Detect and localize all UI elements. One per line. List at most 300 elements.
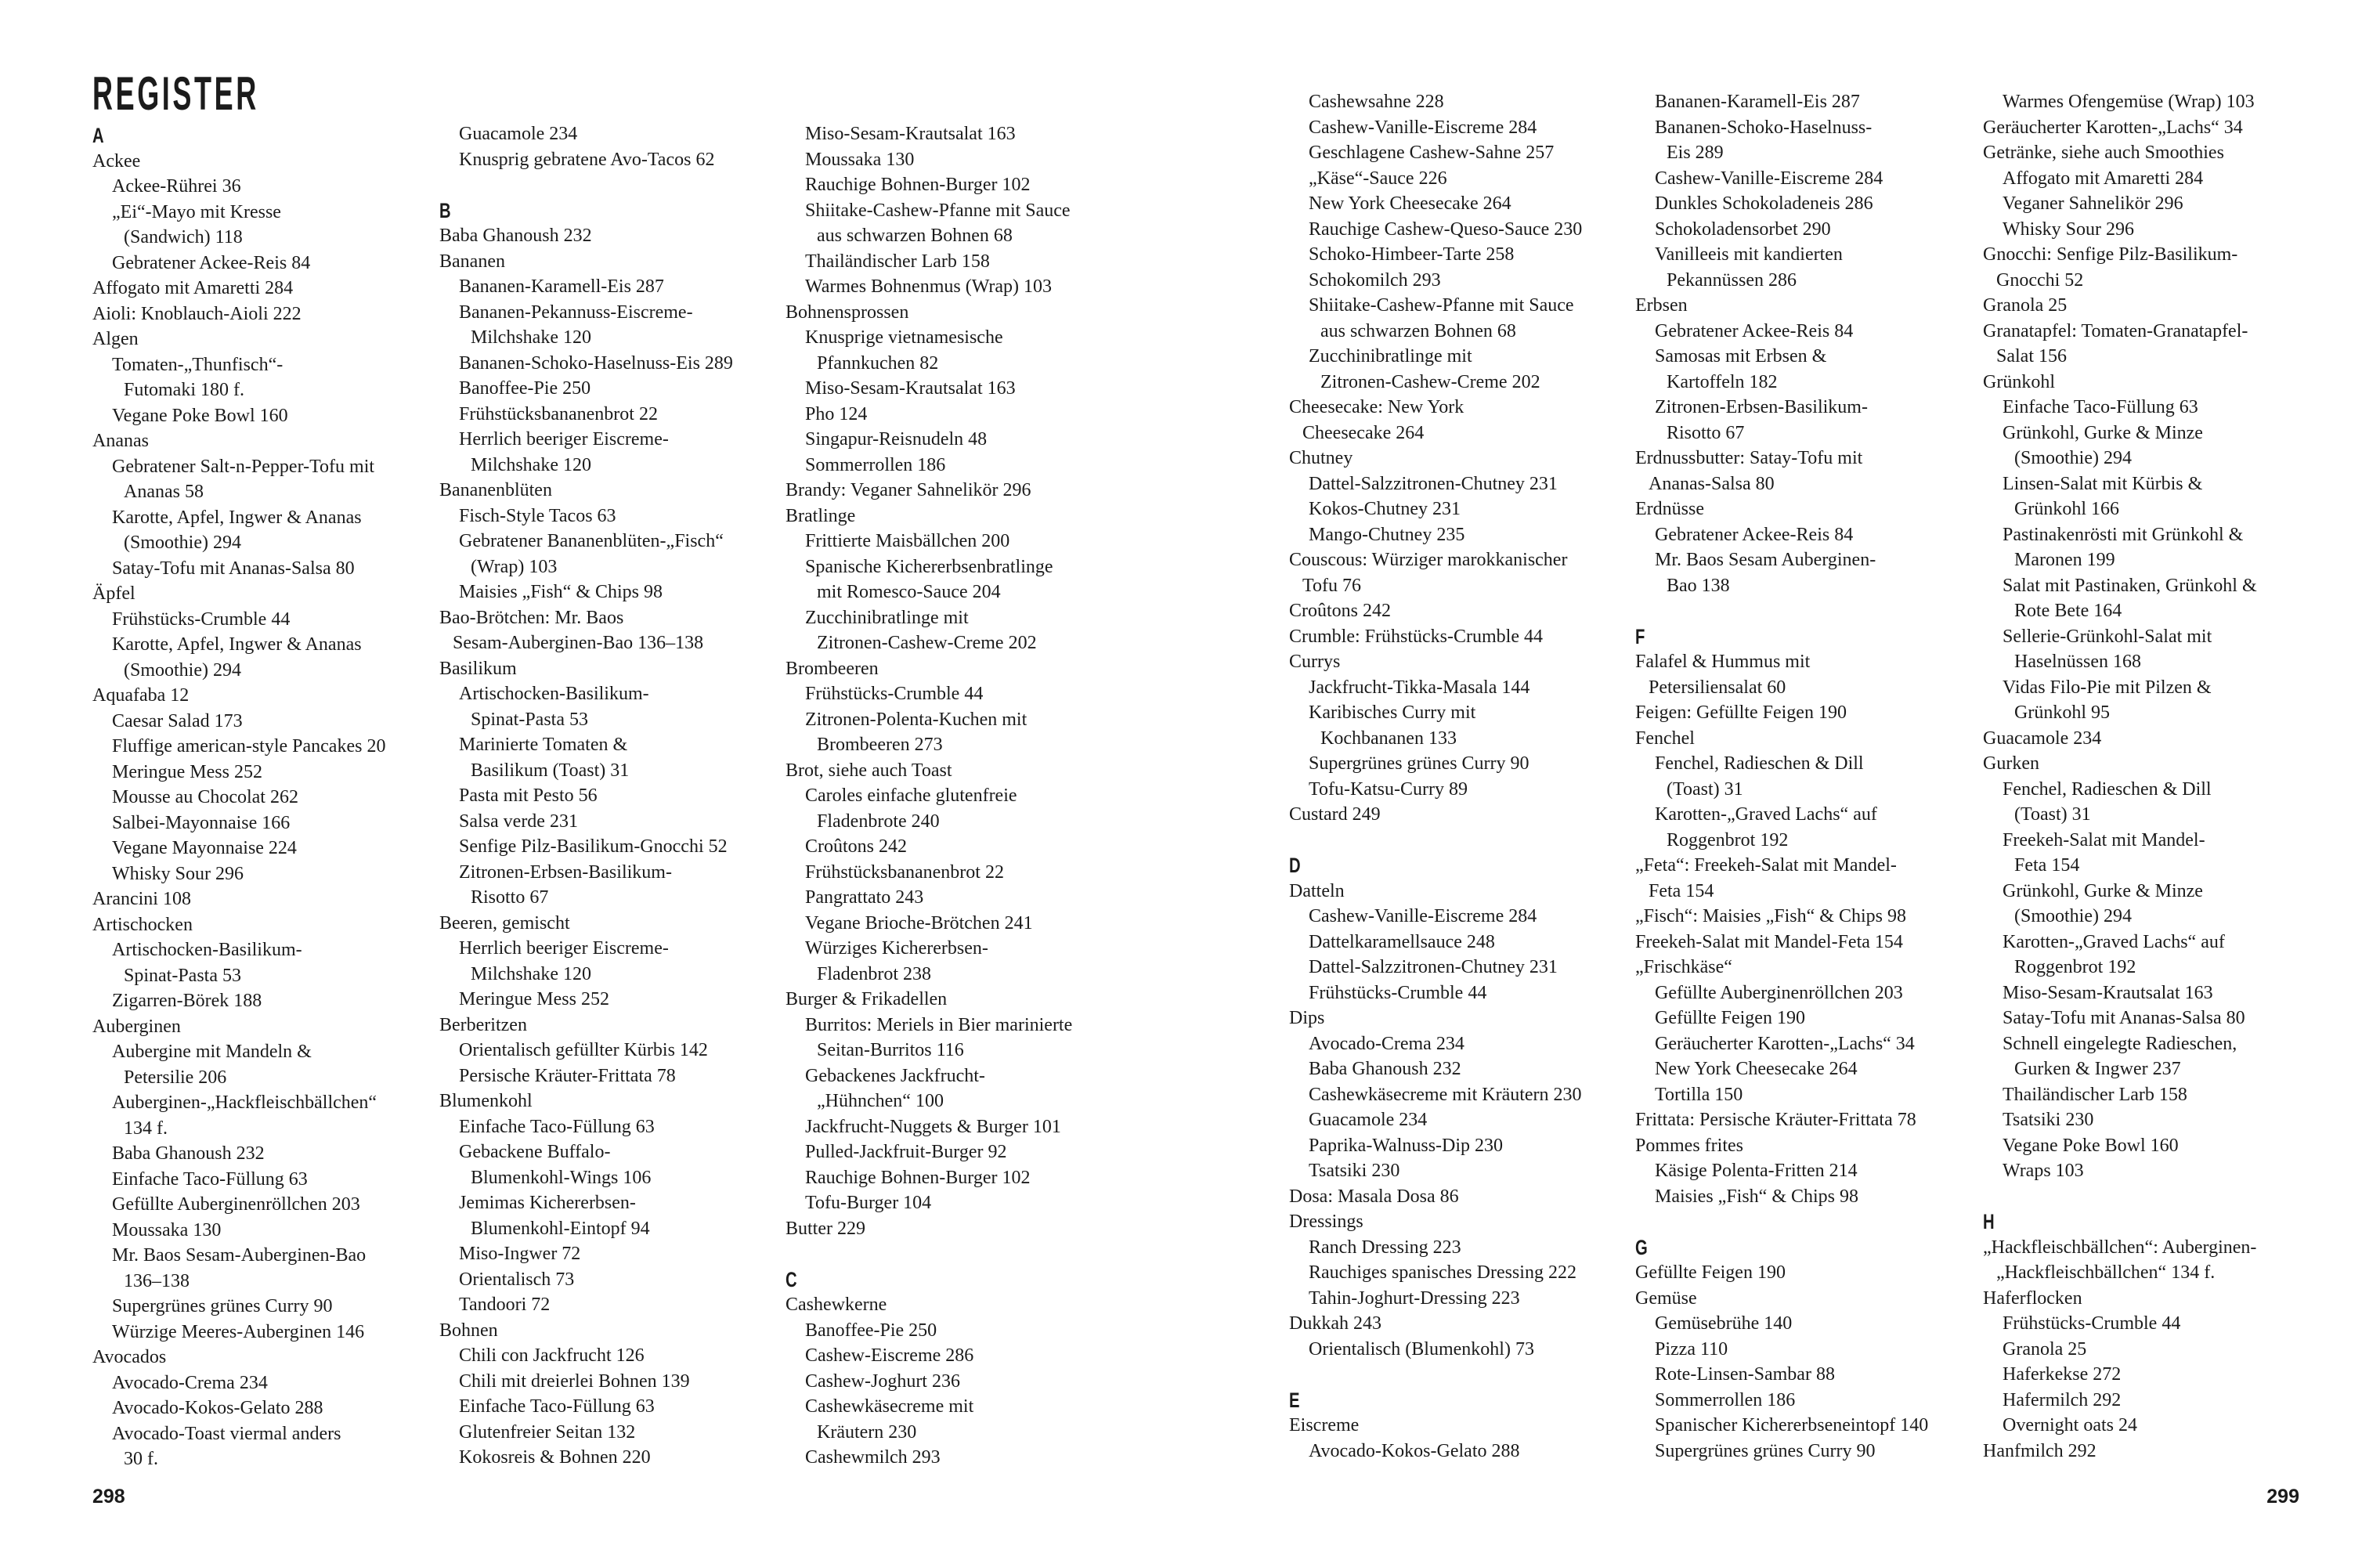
index-subentry: Cashewsahne 228	[1309, 92, 1444, 112]
index-entry: Dressings	[1289, 1212, 1363, 1232]
index-subentry: Gebratener Ackee-Reis 84	[112, 252, 311, 273]
index-subentry: Rauchige Bohnen-Burger 102	[805, 1167, 1031, 1188]
index-subentry: Rauchige Cashew-Queso-Sauce 230	[1309, 218, 1583, 240]
index-subentry-continuation: Brombeeren 273	[817, 735, 943, 755]
index-subentry: Veganer Sahnelikör 296	[2003, 193, 2183, 214]
index-entry: Brandy: Veganer Sahnelikör 296	[786, 480, 1031, 500]
index-subentry-continuation: Fladenbrot 238	[817, 963, 931, 984]
index-subentry-continuation: Blumenkohl-Wings 106	[471, 1167, 652, 1188]
index-subentry-continuation: Rote Bete 164	[2014, 601, 2122, 621]
index-subentry-continuation: Futomaki 180 f.	[124, 380, 244, 400]
index-entry: Cashewkerne	[786, 1295, 887, 1315]
index-entry: Aquafaba 12	[92, 685, 190, 706]
index-entry-continuation: Sesam-Auberginen-Bao 136–138	[453, 633, 704, 653]
index-subentry-continuation: Risotto 67	[471, 887, 549, 908]
index-entry: Baba Ghanoush 232	[439, 226, 592, 246]
page-number-right: 299	[2266, 1486, 2299, 1508]
index-subentry: Marinierte Tomaten &	[459, 735, 628, 755]
index-subentry: Jackfrucht-Nuggets & Burger 101	[805, 1116, 1061, 1137]
index-subentry: Whisky Sour 296	[112, 863, 244, 884]
index-entry: Gefüllte Feigen 190	[1635, 1262, 1786, 1283]
letter-heading: G	[1635, 1235, 1648, 1259]
index-entry-continuation: Ananas-Salsa 80	[1649, 473, 1775, 494]
index-subentry-continuation: Zitronen-Cashew-Creme 202	[817, 633, 1037, 653]
index-subentry-continuation: (Smoothie) 294	[124, 533, 241, 553]
index-subentry: Grünkohl, Gurke & Minze	[2003, 880, 2203, 901]
index-entry: „Hackfleischbällchen“: Auberginen-	[1983, 1237, 2257, 1258]
index-entry: Artischocken	[92, 914, 193, 935]
index-subentry: Knusprige vietnamesische	[805, 327, 1003, 348]
index-subentry-continuation: Petersilie 206	[124, 1067, 227, 1088]
letter-heading: B	[439, 198, 451, 222]
index-subentry: Tomaten-„Thunfisch“-	[112, 354, 284, 375]
index-subentry: Gebratener Ackee-Reis 84	[1655, 524, 1854, 545]
index-subentry: Einfache Taco-Füllung 63	[2003, 397, 2198, 417]
index-subentry: Karotte, Apfel, Ingwer & Ananas	[112, 634, 362, 655]
index-entry: Ackee	[92, 150, 141, 172]
index-subentry: Pastinakenrösti mit Grünkohl &	[2003, 524, 2244, 545]
index-entry: Erdnussbutter: Satay-Tofu mit	[1635, 448, 1863, 468]
index-entry: Gurken	[1983, 753, 2039, 774]
index-subentry: Kokosreis & Bohnen 220	[459, 1447, 651, 1468]
index-subentry: Mousse au Chocolat 262	[112, 787, 298, 807]
letter-heading: H	[1983, 1210, 1995, 1233]
index-subentry-continuation: Kartoffeln 182	[1667, 371, 1778, 392]
index-subentry-continuation: (Wrap) 103	[471, 556, 558, 577]
index-entry: Gemüse	[1635, 1287, 1697, 1309]
index-entry: Feigen: Gefüllte Feigen 190	[1635, 702, 1847, 723]
index-subentry-continuation: (Smoothie) 294	[2014, 906, 2132, 926]
letter-heading: F	[1635, 624, 1645, 648]
index-entry-continuation: „Hackfleischbällchen“ 134 f.	[1996, 1262, 2216, 1283]
index-subentry: Bananen-Karamell-Eis 287	[459, 276, 664, 297]
index-subentry: Senfige Pilz-Basilikum-Gnocchi 52	[459, 836, 728, 857]
index-subentry-continuation: Eis 289	[1667, 143, 1724, 163]
index-subentry-continuation: Seitan-Burritos 116	[817, 1040, 964, 1060]
spacer	[1289, 828, 1634, 854]
index-subentry: Einfache Taco-Füllung 63	[459, 1396, 655, 1417]
index-subentry-continuation: Grünkohl 166	[2014, 499, 2119, 519]
index-subentry: Salbei-Mayonnaise 166	[112, 812, 291, 833]
index-entry-continuation: Tofu 76	[1302, 575, 1361, 596]
index-entry: Falafel & Hummus mit	[1635, 652, 1811, 672]
index-subentry: Shiitake-Cashew-Pfanne mit Sauce	[805, 200, 1071, 221]
index-entry-continuation: Petersiliensalat 60	[1649, 677, 1786, 698]
index-subentry: Mango-Chutney 235	[1309, 524, 1465, 545]
index-subentry: Cashew-Eiscreme 286	[805, 1345, 974, 1366]
index-subentry: Aubergine mit Mandeln &	[112, 1042, 312, 1062]
index-entry: Erbsen	[1635, 295, 1688, 316]
index-entry: Getränke, siehe auch Smoothies	[1983, 143, 2224, 163]
index-subentry: Gebackenes Jackfrucht-	[805, 1065, 985, 1086]
index-subentry: Jemimas Kichererbsen-	[459, 1193, 636, 1213]
index-subentry: Tandoori 72	[459, 1295, 551, 1315]
index-entry: Bohnen	[439, 1320, 498, 1341]
index-entry: Hanfmilch 292	[1983, 1440, 2096, 1461]
index-subentry: Supergrünes grünes Curry 90	[112, 1296, 333, 1316]
index-subentry: Gefüllte Feigen 190	[1655, 1008, 1805, 1028]
index-subentry: Chili con Jackfrucht 126	[459, 1345, 645, 1366]
index-subentry: Cashew-Joghurt 236	[805, 1370, 960, 1392]
index-subentry: Miso-Ingwer 72	[459, 1244, 581, 1264]
index-subentry: Knusprig gebratene Avo-Tacos 62	[459, 149, 715, 170]
index-subentry: Frühstücks-Crumble 44	[112, 608, 291, 630]
index-subentry-continuation: aus schwarzen Bohnen 68	[1320, 320, 1516, 341]
index-subentry: Vanilleeis mit kandierten	[1655, 244, 1843, 265]
index-column-6	[1983, 89, 2328, 1464]
index-subentry: Bananen-Karamell-Eis 287	[1655, 92, 1860, 112]
index-entry: Gnocchi: Senfige Pilz-Basilikum-	[1983, 244, 2238, 265]
index-entry: Basilikum	[439, 658, 517, 679]
index-subentry: Karibisches Curry mit	[1309, 702, 1476, 723]
page-number-left: 298	[92, 1486, 125, 1508]
index-entry: Avocados	[92, 1347, 167, 1367]
index-entry: Freekeh-Salat mit Mandel-Feta 154	[1635, 931, 1903, 952]
index-subentry: Gebratener Ackee-Reis 84	[1655, 320, 1854, 341]
index-subentry: Vegane Brioche-Brötchen 241	[805, 912, 1033, 933]
index-subentry: Cashew-Vanille-Eiscreme 284	[1309, 117, 1537, 138]
index-entry: Äpfel	[92, 583, 135, 604]
index-subentry: Vegane Poke Bowl 160	[112, 405, 288, 426]
index-entry: Bao-Brötchen: Mr. Baos	[439, 607, 624, 628]
index-subentry: New York Cheesecake 264	[1655, 1059, 1858, 1079]
index-column-2	[439, 121, 784, 1471]
index-subentry: Burritos: Meriels in Bier marinierte	[805, 1014, 1073, 1035]
index-subentry: Miso-Sesam-Krautsalat 163	[805, 124, 1016, 144]
index-entry: „Frischkäse“	[1635, 957, 1732, 977]
index-subentry: Frühstücks-Crumble 44	[1309, 982, 1487, 1003]
index-subentry: Rote-Linsen-Sambar 88	[1655, 1364, 1835, 1385]
index-subentry-continuation: Bao 138	[1667, 575, 1730, 596]
index-subentry: Cashew-Vanille-Eiscreme 284	[1655, 168, 1883, 189]
index-subentry-continuation: 136–138	[124, 1270, 190, 1291]
letter-heading: C	[786, 1267, 797, 1291]
index-subentry: Sommerrollen 186	[1655, 1389, 1796, 1410]
index-subentry: Frühstücksbananenbrot 22	[459, 403, 658, 424]
index-subentry: Spanischer Kichererbseneintopf 140	[1655, 1415, 1929, 1435]
index-subentry: Thailändischer Larb 158	[805, 251, 990, 272]
index-subentry: Geschlagene Cashew-Sahne 257	[1309, 143, 1555, 163]
index-entry: Cheesecake: New York	[1289, 397, 1464, 417]
index-entry: Auberginen	[92, 1016, 181, 1037]
index-subentry: Frittierte Maisbällchen 200	[805, 531, 1010, 551]
index-entry: Dosa: Masala Dosa 86	[1289, 1186, 1459, 1207]
index-subentry: Bananen-Schoko-Haselnuss-Eis 289	[459, 352, 733, 374]
index-subentry: Maisies „Fish“ & Chips 98	[459, 582, 663, 602]
index-subentry: Avocado-Toast viermal anders	[112, 1423, 341, 1444]
index-subentry: Kokos-Chutney 231	[1309, 499, 1461, 519]
index-subentry: Shiitake-Cashew-Pfanne mit Sauce	[1309, 295, 1574, 316]
letter-heading: A	[92, 124, 104, 147]
index-subentry-continuation: Ananas 58	[124, 482, 204, 502]
index-subentry: Paprika-Walnuss-Dip 230	[1309, 1135, 1504, 1156]
spacer	[786, 1241, 1130, 1267]
index-subentry: Spanische Kichererbsenbratlinge	[805, 556, 1053, 577]
index-subentry: Vegane Mayonnaise 224	[112, 838, 297, 858]
index-subentry: Caesar Salad 173	[112, 710, 243, 731]
index-subentry: Zitronen-Erbsen-Basilikum-	[1655, 397, 1868, 417]
index-subentry: Herrlich beeriger Eiscreme-	[459, 938, 669, 959]
index-subentry-continuation: (Smoothie) 294	[2014, 448, 2132, 468]
index-subentry: Moussaka 130	[112, 1219, 222, 1240]
index-entry: Bananenblüten	[439, 480, 552, 500]
index-subentry: Wraps 103	[2003, 1161, 2084, 1181]
index-subentry: Tofu-Burger 104	[805, 1193, 932, 1213]
index-subentry: Sommerrollen 186	[805, 454, 946, 475]
index-entry: Beeren, gemischt	[439, 912, 570, 933]
index-subentry: Thailändischer Larb 158	[2003, 1084, 2187, 1105]
index-subentry: Frühstücks-Crumble 44	[2003, 1313, 2181, 1334]
index-subentry: Fenchel, Radieschen & Dill	[2003, 778, 2212, 800]
index-subentry: Orientalisch (Blumenkohl) 73	[1309, 1338, 1534, 1360]
index-subentry: Tahin-Joghurt-Dressing 223	[1309, 1287, 1520, 1309]
index-entry-continuation: Salat 156	[1996, 346, 2067, 367]
index-subentry: Pizza 110	[1655, 1338, 1728, 1360]
index-subentry: Rauchige Bohnen-Burger 102	[805, 175, 1031, 195]
index-column-1	[92, 123, 437, 1472]
index-subentry-continuation: 30 f.	[124, 1449, 158, 1469]
index-subentry: Miso-Sesam-Krautsalat 163	[2003, 982, 2213, 1003]
index-subentry: Meringue Mess 252	[459, 989, 609, 1009]
index-entry: Brombeeren	[786, 658, 879, 679]
index-subentry-continuation: Pfannkuchen 82	[817, 352, 939, 374]
index-entry: Dips	[1289, 1008, 1325, 1028]
index-subentry-continuation: Risotto 67	[1667, 422, 1745, 443]
index-subentry: Bananen-Schoko-Haselnuss-	[1655, 117, 1873, 138]
index-subentry: Avocado-Crema 234	[1309, 1033, 1464, 1054]
index-entry-continuation: Gnocchi 52	[1996, 269, 2084, 291]
index-column-5	[1635, 89, 1980, 1464]
index-subentry: Schokoladensorbet 290	[1655, 218, 1831, 240]
index-entry: Affogato mit Amaretti 284	[92, 278, 294, 298]
right-page	[1190, 0, 2380, 1560]
spacer	[439, 172, 784, 198]
index-entry: Granola 25	[1983, 295, 2068, 316]
index-subentry-continuation: Gurken & Ingwer 237	[2014, 1059, 2181, 1079]
index-subentry-continuation: Spinat-Pasta 53	[124, 965, 241, 986]
index-subentry: Supergrünes grünes Curry 90	[1309, 753, 1529, 774]
index-subentry: Gebratener Salt-n-Pepper-Tofu mit	[112, 456, 375, 477]
index-subentry: Dunkles Schokoladeneis 286	[1655, 193, 1873, 214]
index-subentry-continuation: Milchshake 120	[471, 963, 591, 984]
index-subentry: Avocado-Kokos-Gelato 288	[112, 1398, 323, 1418]
index-entry: Berberitzen	[439, 1014, 527, 1035]
index-entry: Arancini 108	[92, 889, 191, 909]
index-subentry: Gefüllte Auberginenröllchen 203	[112, 1194, 360, 1215]
index-subentry: Tortilla 150	[1655, 1084, 1743, 1105]
index-subentry: Gebackene Buffalo-	[459, 1142, 611, 1162]
index-entry: Bratlinge	[786, 505, 856, 526]
index-subentry: Croûtons 242	[805, 836, 908, 857]
index-subentry: Würziges Kichererbsen-	[805, 938, 988, 959]
index-subentry-continuation: Feta 154	[2014, 855, 2080, 876]
index-subentry: Cashewkäsecreme mit	[805, 1396, 974, 1417]
index-subentry: Satay-Tofu mit Ananas-Salsa 80	[112, 558, 355, 579]
index-entry: Algen	[92, 329, 139, 349]
index-subentry: Herrlich beeriger Eiscreme-	[459, 429, 669, 450]
index-subentry: Pangrattato 243	[805, 887, 924, 908]
index-subentry: „Ei“-Mayo mit Kresse	[112, 201, 281, 222]
index-subentry: Freekeh-Salat mit Mandel-	[2003, 829, 2205, 850]
index-subentry: Dattel-Salzzitronen-Chutney 231	[1309, 473, 1558, 494]
index-entry: Fenchel	[1635, 728, 1695, 749]
index-subentry-continuation: (Sandwich) 118	[124, 227, 243, 247]
index-subentry: Baba Ghanoush 232	[1309, 1059, 1461, 1079]
index-subentry: Salat mit Pastinaken, Grünkohl &	[2003, 575, 2257, 596]
index-subentry: Haferkekse 272	[2003, 1364, 2122, 1385]
index-entry: Frittata: Persische Kräuter-Frittata 78	[1635, 1110, 1916, 1130]
index-subentry: Artischocken-Basilikum-	[112, 940, 302, 960]
index-entry: Geräucherter Karotten-„Lachs“ 34	[1983, 117, 2243, 138]
index-entry-continuation: Cheesecake 264	[1302, 422, 1425, 443]
index-entry: Chutney	[1289, 448, 1353, 468]
index-subentry-continuation: Pekannüssen 286	[1667, 269, 1797, 291]
index-subentry: Zigarren-Börek 188	[112, 991, 262, 1011]
index-entry: Currys	[1289, 652, 1341, 672]
index-entry: Erdnüsse	[1635, 499, 1704, 519]
index-subentry-continuation: Kochbananen 133	[1320, 728, 1457, 749]
index-subentry: Tsatsiki 230	[1309, 1161, 1400, 1181]
index-subentry: Guacamole 234	[1309, 1110, 1428, 1130]
index-subentry-continuation: (Toast) 31	[1667, 778, 1743, 800]
index-subentry: Zitronen-Polenta-Kuchen mit	[805, 709, 1027, 730]
index-subentry: Sellerie-Grünkohl-Salat mit	[2003, 626, 2212, 647]
index-subentry: Jackfrucht-Tikka-Masala 144	[1309, 677, 1530, 698]
index-subentry: Frühstücks-Crumble 44	[805, 684, 984, 704]
index-subentry: Tofu-Katsu-Curry 89	[1309, 778, 1468, 800]
index-subentry-continuation: Haselnüssen 168	[2014, 652, 2141, 672]
index-subentry: Karotten-„Graved Lachs“ auf	[1655, 804, 1877, 825]
index-column-4	[1289, 89, 1634, 1464]
index-subentry: Cashewkäsecreme mit Kräutern 230	[1309, 1084, 1582, 1105]
index-subentry: Persische Kräuter-Frittata 78	[459, 1065, 676, 1086]
spacer	[1635, 598, 1980, 624]
index-subentry-continuation: Fladenbrote 240	[817, 811, 940, 832]
index-subentry: Gebratener Bananenblüten-„Fisch“	[459, 531, 724, 551]
spacer	[1289, 1362, 1634, 1388]
index-subentry: Schokomilch 293	[1309, 269, 1441, 291]
index-subentry: „Käse“-Sauce 226	[1309, 168, 1447, 189]
index-subentry-continuation: Blumenkohl-Eintopf 94	[471, 1218, 650, 1239]
index-subentry: Zucchinibratlinge mit	[805, 607, 969, 628]
index-subentry: Grünkohl, Gurke & Minze	[2003, 422, 2203, 443]
index-subentry: Fisch-Style Tacos 63	[459, 505, 616, 526]
index-subentry: Guacamole 234	[459, 124, 578, 144]
index-subentry: Warmes Bohnenmus (Wrap) 103	[805, 276, 1053, 297]
index-entry: Guacamole 234	[1983, 728, 2102, 749]
index-entry: Butter 229	[786, 1218, 865, 1239]
index-subentry-continuation: Milchshake 120	[471, 327, 591, 348]
index-subentry: Gemüsebrühe 140	[1655, 1313, 1793, 1334]
index-subentry: Overnight oats 24	[2003, 1415, 2137, 1435]
index-subentry: New York Cheesecake 264	[1309, 193, 1511, 214]
index-subentry: Zucchinibratlinge mit	[1309, 346, 1472, 367]
index-column-3	[786, 121, 1130, 1471]
index-subentry: Satay-Tofu mit Ananas-Salsa 80	[2003, 1008, 2245, 1028]
index-subentry: Fenchel, Radieschen & Dill	[1655, 753, 1864, 774]
index-subentry-continuation: mit Romesco-Sauce 204	[817, 582, 1001, 602]
index-subentry-continuation: aus schwarzen Bohnen 68	[817, 226, 1013, 246]
index-subentry: Käsige Polenta-Fritten 214	[1655, 1161, 1858, 1181]
index-subentry: Pho 124	[805, 403, 868, 424]
index-subentry: Chili mit dreierlei Bohnen 139	[459, 1370, 690, 1392]
index-entry: Datteln	[1289, 880, 1345, 901]
index-subentry: Orientalisch gefüllter Kürbis 142	[459, 1040, 708, 1060]
index-subentry: Pulled-Jackfruit-Burger 92	[805, 1142, 1007, 1162]
index-subentry-continuation: (Toast) 31	[2014, 804, 2091, 825]
index-subentry: Tsatsiki 230	[2003, 1110, 2094, 1130]
index-subentry-continuation: Milchshake 120	[471, 454, 591, 475]
index-subentry: Granola 25	[2003, 1338, 2087, 1360]
index-subentry: Maisies „Fish“ & Chips 98	[1655, 1186, 1859, 1207]
index-subentry: Dattelkaramellsauce 248	[1309, 931, 1495, 952]
index-subentry-continuation: 134 f.	[124, 1118, 168, 1139]
index-entry: Bananen	[439, 251, 505, 272]
spacer	[1635, 1209, 1980, 1235]
index-subentry: Gefüllte Auberginenröllchen 203	[1655, 982, 1903, 1003]
spacer	[1983, 1184, 2328, 1210]
index-subentry: Vegane Poke Bowl 160	[2003, 1135, 2179, 1156]
index-subentry-continuation: Zitronen-Cashew-Creme 202	[1320, 371, 1540, 392]
index-subentry-continuation: Maronen 199	[2014, 550, 2115, 570]
index-subentry: Whisky Sour 296	[2003, 218, 2134, 240]
index-subentry: Salsa verde 231	[459, 811, 578, 832]
index-subentry-continuation: Kräutern 230	[817, 1421, 917, 1443]
index-subentry-continuation: Basilikum (Toast) 31	[471, 760, 630, 781]
index-subentry: Bananen-Pekannuss-Eiscreme-	[459, 302, 693, 323]
index-subentry: Supergrünes grünes Curry 90	[1655, 1440, 1876, 1461]
index-subentry: Ranch Dressing 223	[1309, 1237, 1461, 1258]
index-subentry: Banoffee-Pie 250	[805, 1320, 937, 1341]
index-subentry: Fluffige american-style Pancakes 20	[112, 736, 386, 757]
index-entry: Crumble: Frühstücks-Crumble 44	[1289, 626, 1543, 647]
index-subentry: Vidas Filo-Pie mit Pilzen &	[2003, 677, 2212, 698]
index-entry: Dukkah 243	[1289, 1313, 1381, 1334]
index-entry: Ananas	[92, 431, 149, 451]
index-subentry: Orientalisch 73	[459, 1269, 575, 1290]
index-subentry: Glutenfreier Seitan 132	[459, 1421, 636, 1443]
index-subentry: Miso-Sesam-Krautsalat 163	[805, 378, 1016, 399]
index-subentry: Linsen-Salat mit Kürbis &	[2003, 473, 2203, 494]
index-subentry: Affogato mit Amaretti 284	[2003, 168, 2204, 189]
index-subentry: Singapur-Reisnudeln 48	[805, 429, 988, 450]
index-subentry: Zitronen-Erbsen-Basilikum-	[459, 861, 672, 883]
index-entry: Croûtons 242	[1289, 601, 1392, 621]
index-entry-continuation: Feta 154	[1649, 880, 1714, 901]
index-subentry: Banoffee-Pie 250	[459, 378, 591, 399]
index-subentry: Karotte, Apfel, Ingwer & Ananas	[112, 507, 362, 528]
index-entry: Blumenkohl	[439, 1091, 533, 1111]
letter-heading: E	[1289, 1388, 1300, 1412]
index-entry: „Fisch“: Maisies „Fish“ & Chips 98	[1635, 906, 1906, 926]
index-subentry: Avocado-Kokos-Gelato 288	[1309, 1440, 1520, 1461]
index-subentry-continuation: Roggenbrot 192	[2014, 957, 2136, 977]
index-subentry: Warmes Ofengemüse (Wrap) 103	[2003, 92, 2255, 112]
index-entry: Custard 249	[1289, 804, 1381, 825]
index-entry: Bohnensprossen	[786, 302, 909, 323]
register-title: REGISTER	[92, 67, 259, 120]
index-subentry: Würzige Meeres-Auberginen 146	[112, 1321, 365, 1342]
index-subentry: Ackee-Rührei 36	[112, 176, 241, 197]
index-subentry: Avocado-Crema 234	[112, 1372, 268, 1393]
index-subentry: Auberginen-„Hackfleischbällchen“	[112, 1092, 377, 1113]
index-subentry: Baba Ghanoush 232	[112, 1143, 265, 1164]
index-subentry: Einfache Taco-Füllung 63	[459, 1116, 655, 1137]
index-subentry: Frühstücksbananenbrot 22	[805, 861, 1004, 883]
letter-heading: D	[1289, 854, 1301, 877]
index-subentry: Rauchiges spanisches Dressing 222	[1309, 1262, 1576, 1283]
index-entry: Haferflocken	[1983, 1287, 2082, 1309]
